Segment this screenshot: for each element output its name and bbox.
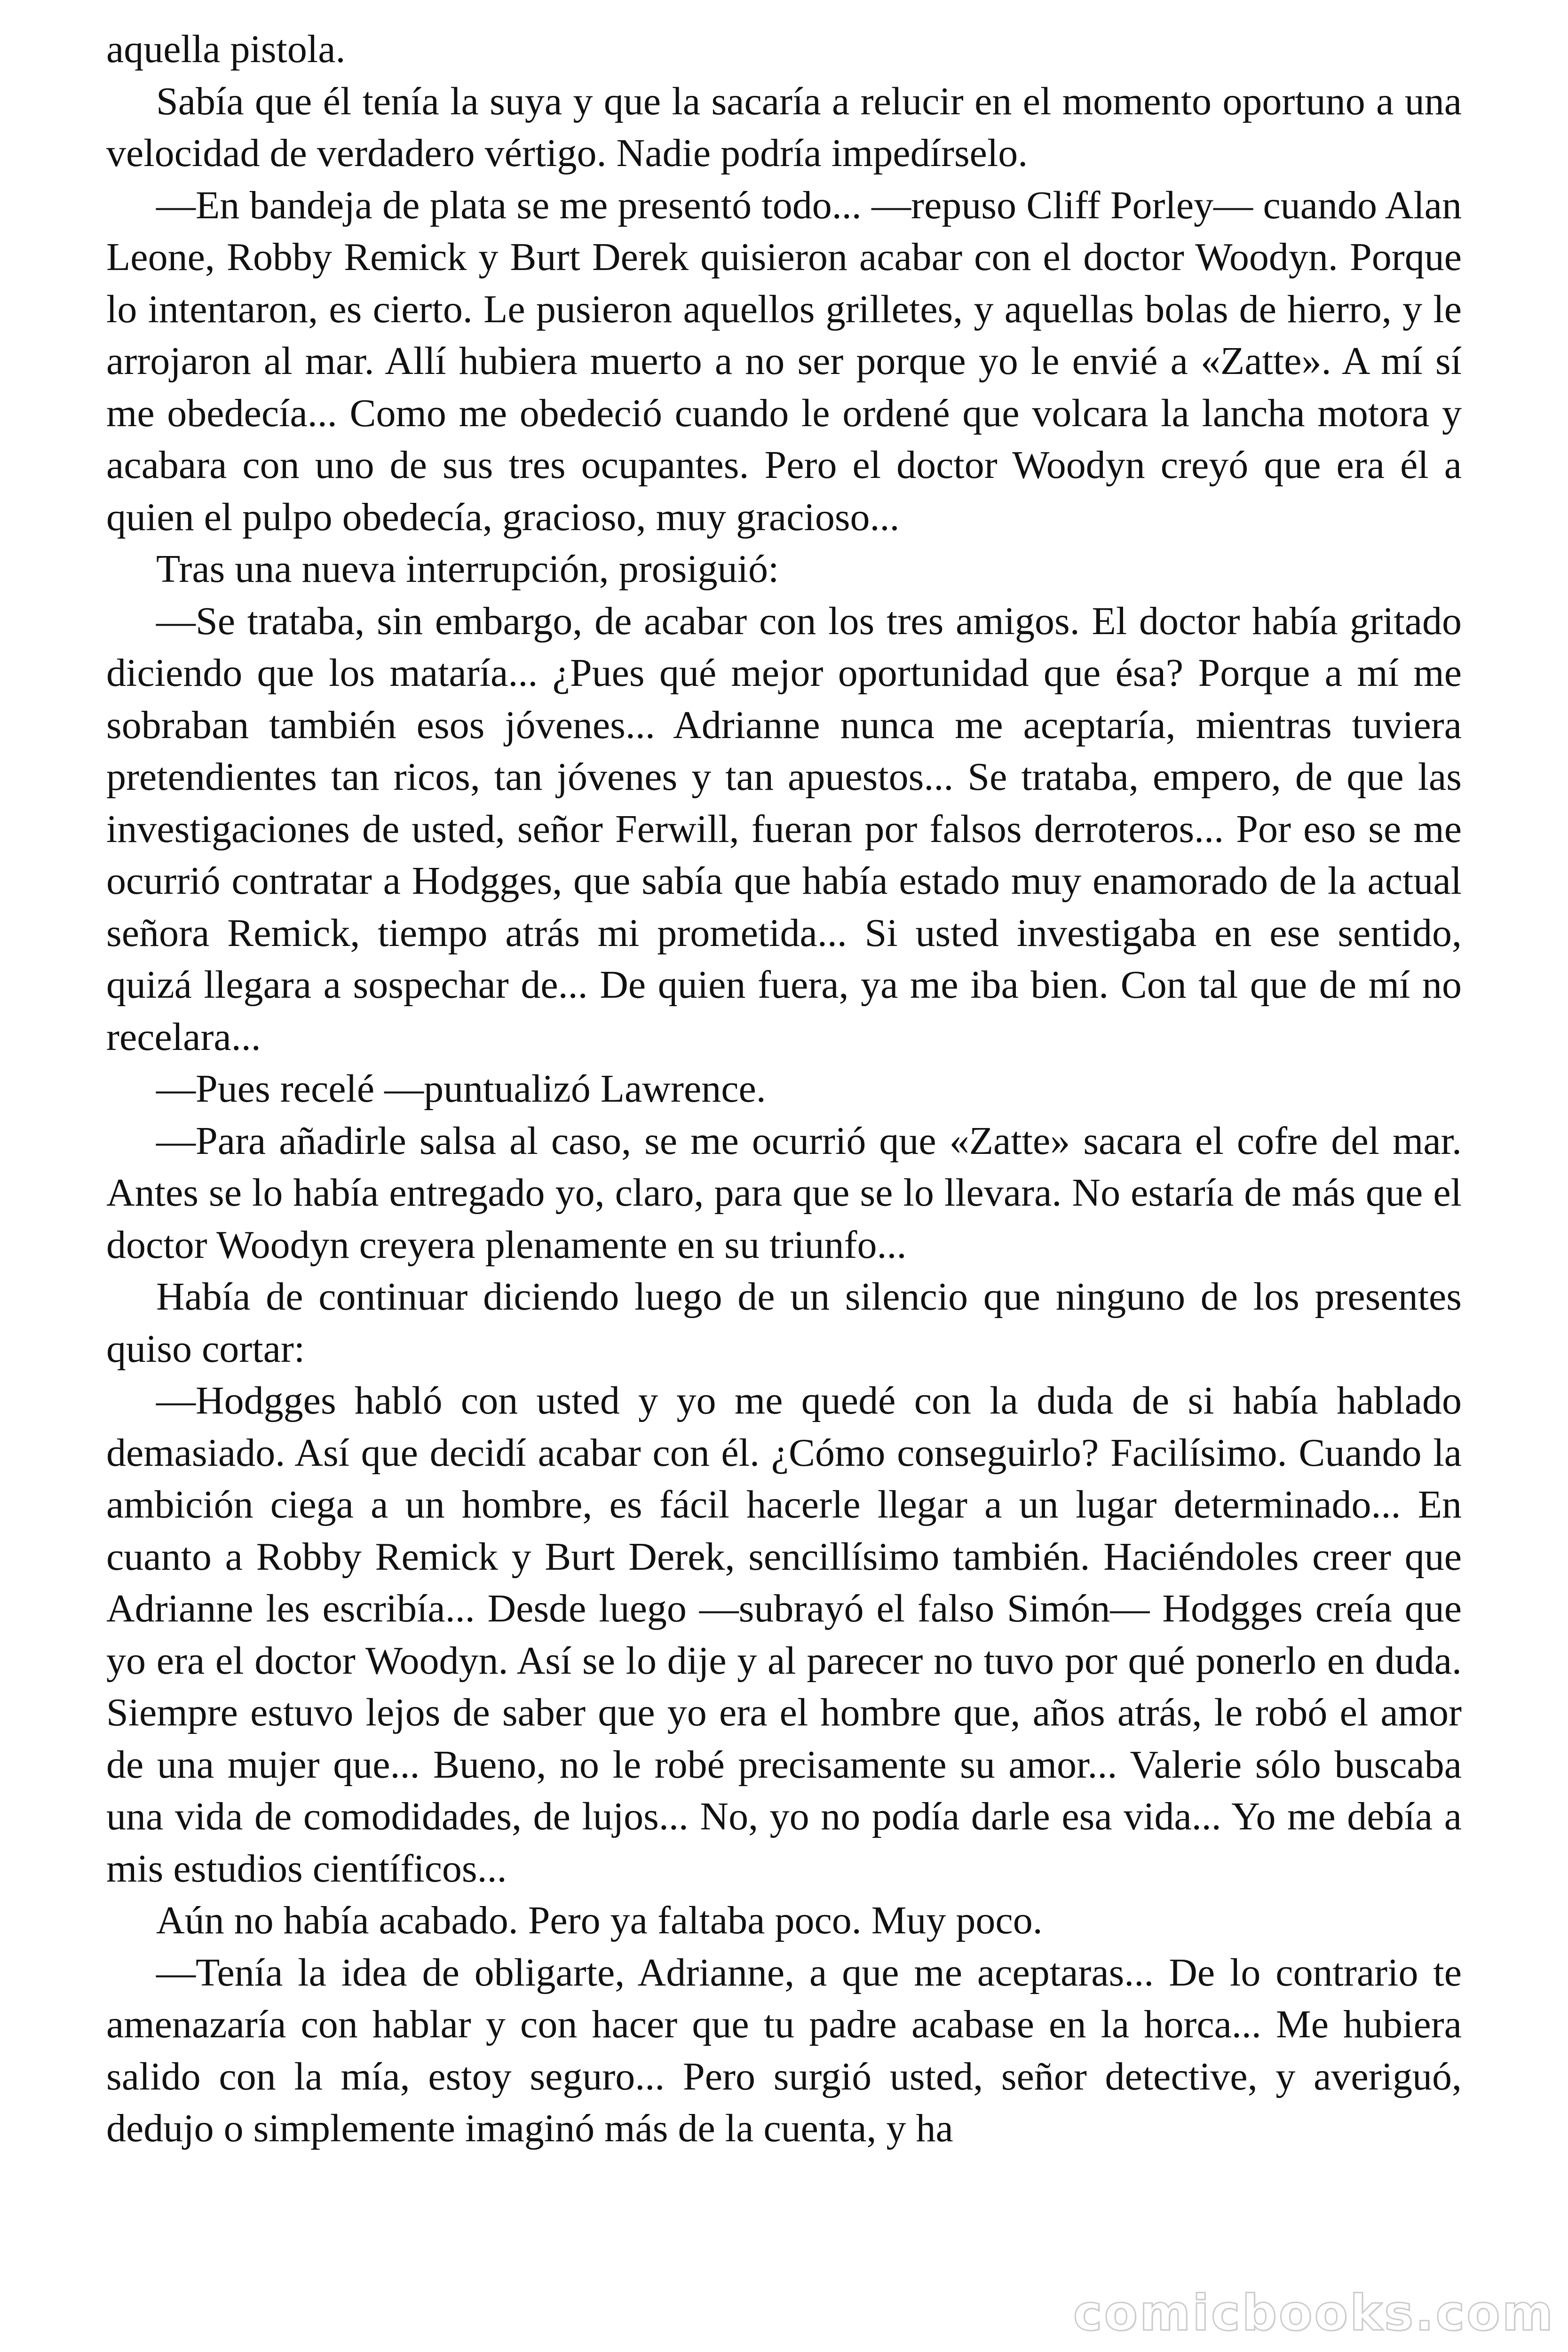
paragraph: —En bandeja de plata se me presentó todo... —repuso Cliff Porley— cuando Alan Leone, Robby Remick y Burt Derek quisieron acabar con el doctor Woodyn. Porque lo intentaron, es cierto. Le pusieron aquellos grilletes, y aquellas bolas de hierro, y le arrojaron al mar. Allí hubiera muerto a no ser porque yo le envié a «Zatte». A mí sí me obedecía... Como me obedeció cuando le ordené que volcara la lancha motora y acabara con uno de sus tres ocupantes. Pero el doctor Woodyn creyó que era él a quien el pulpo obedecía, gracioso, muy gracioso...	[106, 183, 1462, 539]
paragraph: Aún no había acabado. Pero ya faltaba poco. Muy poco.	[156, 1899, 1043, 1942]
paragraph: —Hodgges habló con usted y yo me quedé con la duda de si había hablado demasiado. Así que decidí acabar con él. ¿Cómo conseguirlo? Facilísimo. Cuando la ambición ciega a un hombre, es fácil hacerle llegar a un lugar determinado... En cuanto a Robby Remick y Burt Derek, sencillísimo también. Haciéndoles creer que Adrianne les escribía... Desde luego —subrayó el falso Simón— Hodgges creía que yo era el doctor Woodyn. Así se lo dije y al parecer no tuvo por qué ponerlo en duda. Siempre estuvo lejos de saber que yo era el hombre que, años atrás, le robó el amor de una mujer que... Bueno, no le robé precisamente su amor... Valerie sólo buscaba una vida de comodidades, de lujos... No, yo no podía darle esa vida... Yo me debía a mis estudios científicos...	[106, 1379, 1462, 1891]
paragraph: —Para añadirle salsa al caso, se me ocurrió que «Zatte» sacara el cofre del mar. Antes se lo había entregado yo, claro, para que se lo llevara. No estaría de más que el doctor Woodyn creyera plenamente en su triunfo...	[106, 1119, 1462, 1267]
paragraph: —Pues recelé —puntualizó Lawrence.	[156, 1067, 766, 1111]
page-text	[106, 24, 1462, 2155]
paragraph: Tras una nueva interrupción, prosiguió:	[156, 547, 779, 591]
paragraph: —Tenía la idea de obligarte, Adrianne, a que me aceptaras... De lo contrario te amenazaría con hablar y con hacer que tu padre acabase en la horca... Me hubiera salido con la mía, estoy seguro... Pero surgió usted, señor detective, y averiguó, dedujo o simplemente imaginó más de la cuenta, y ha	[106, 1950, 1462, 2150]
paragraph: —Se trataba, sin embargo, de acabar con los tres amigos. El doctor había gritado diciendo que los mataría... ¿Pues qué mejor oportunidad que ésa? Porque a mí me sobraban también esos jóvenes... Adrianne nunca me aceptaría, mientras tuviera pretendientes tan ricos, tan jóvenes y tan apuestos... Se trataba, empero, de que las investigaciones de usted, señor Ferwill, fueran por falsos derroteros... Por eso se me ocurrió contratar a Hodgges, que sabía que había estado muy enamorado de la actual señora Remick, tiempo atrás mi prometida... Si usted investigaba en ese sentido, quizá llegara a sospechar de... De quien fuera, ya me iba bien. Con tal que de mí no recelara...	[106, 599, 1462, 1059]
paragraph: aquella pistola.	[106, 27, 346, 71]
paragraph: Había de continuar diciendo luego de un silencio que ninguno de los presentes quiso cortar:	[106, 1275, 1462, 1371]
watermark: comicbooks.com	[1073, 2284, 1555, 2342]
paragraph: Sabía que él tenía la suya y que la sacaría a relucir en el momento oportuno a una velocidad de verdadero vértigo. Nadie podría impedírselo.	[106, 79, 1462, 175]
